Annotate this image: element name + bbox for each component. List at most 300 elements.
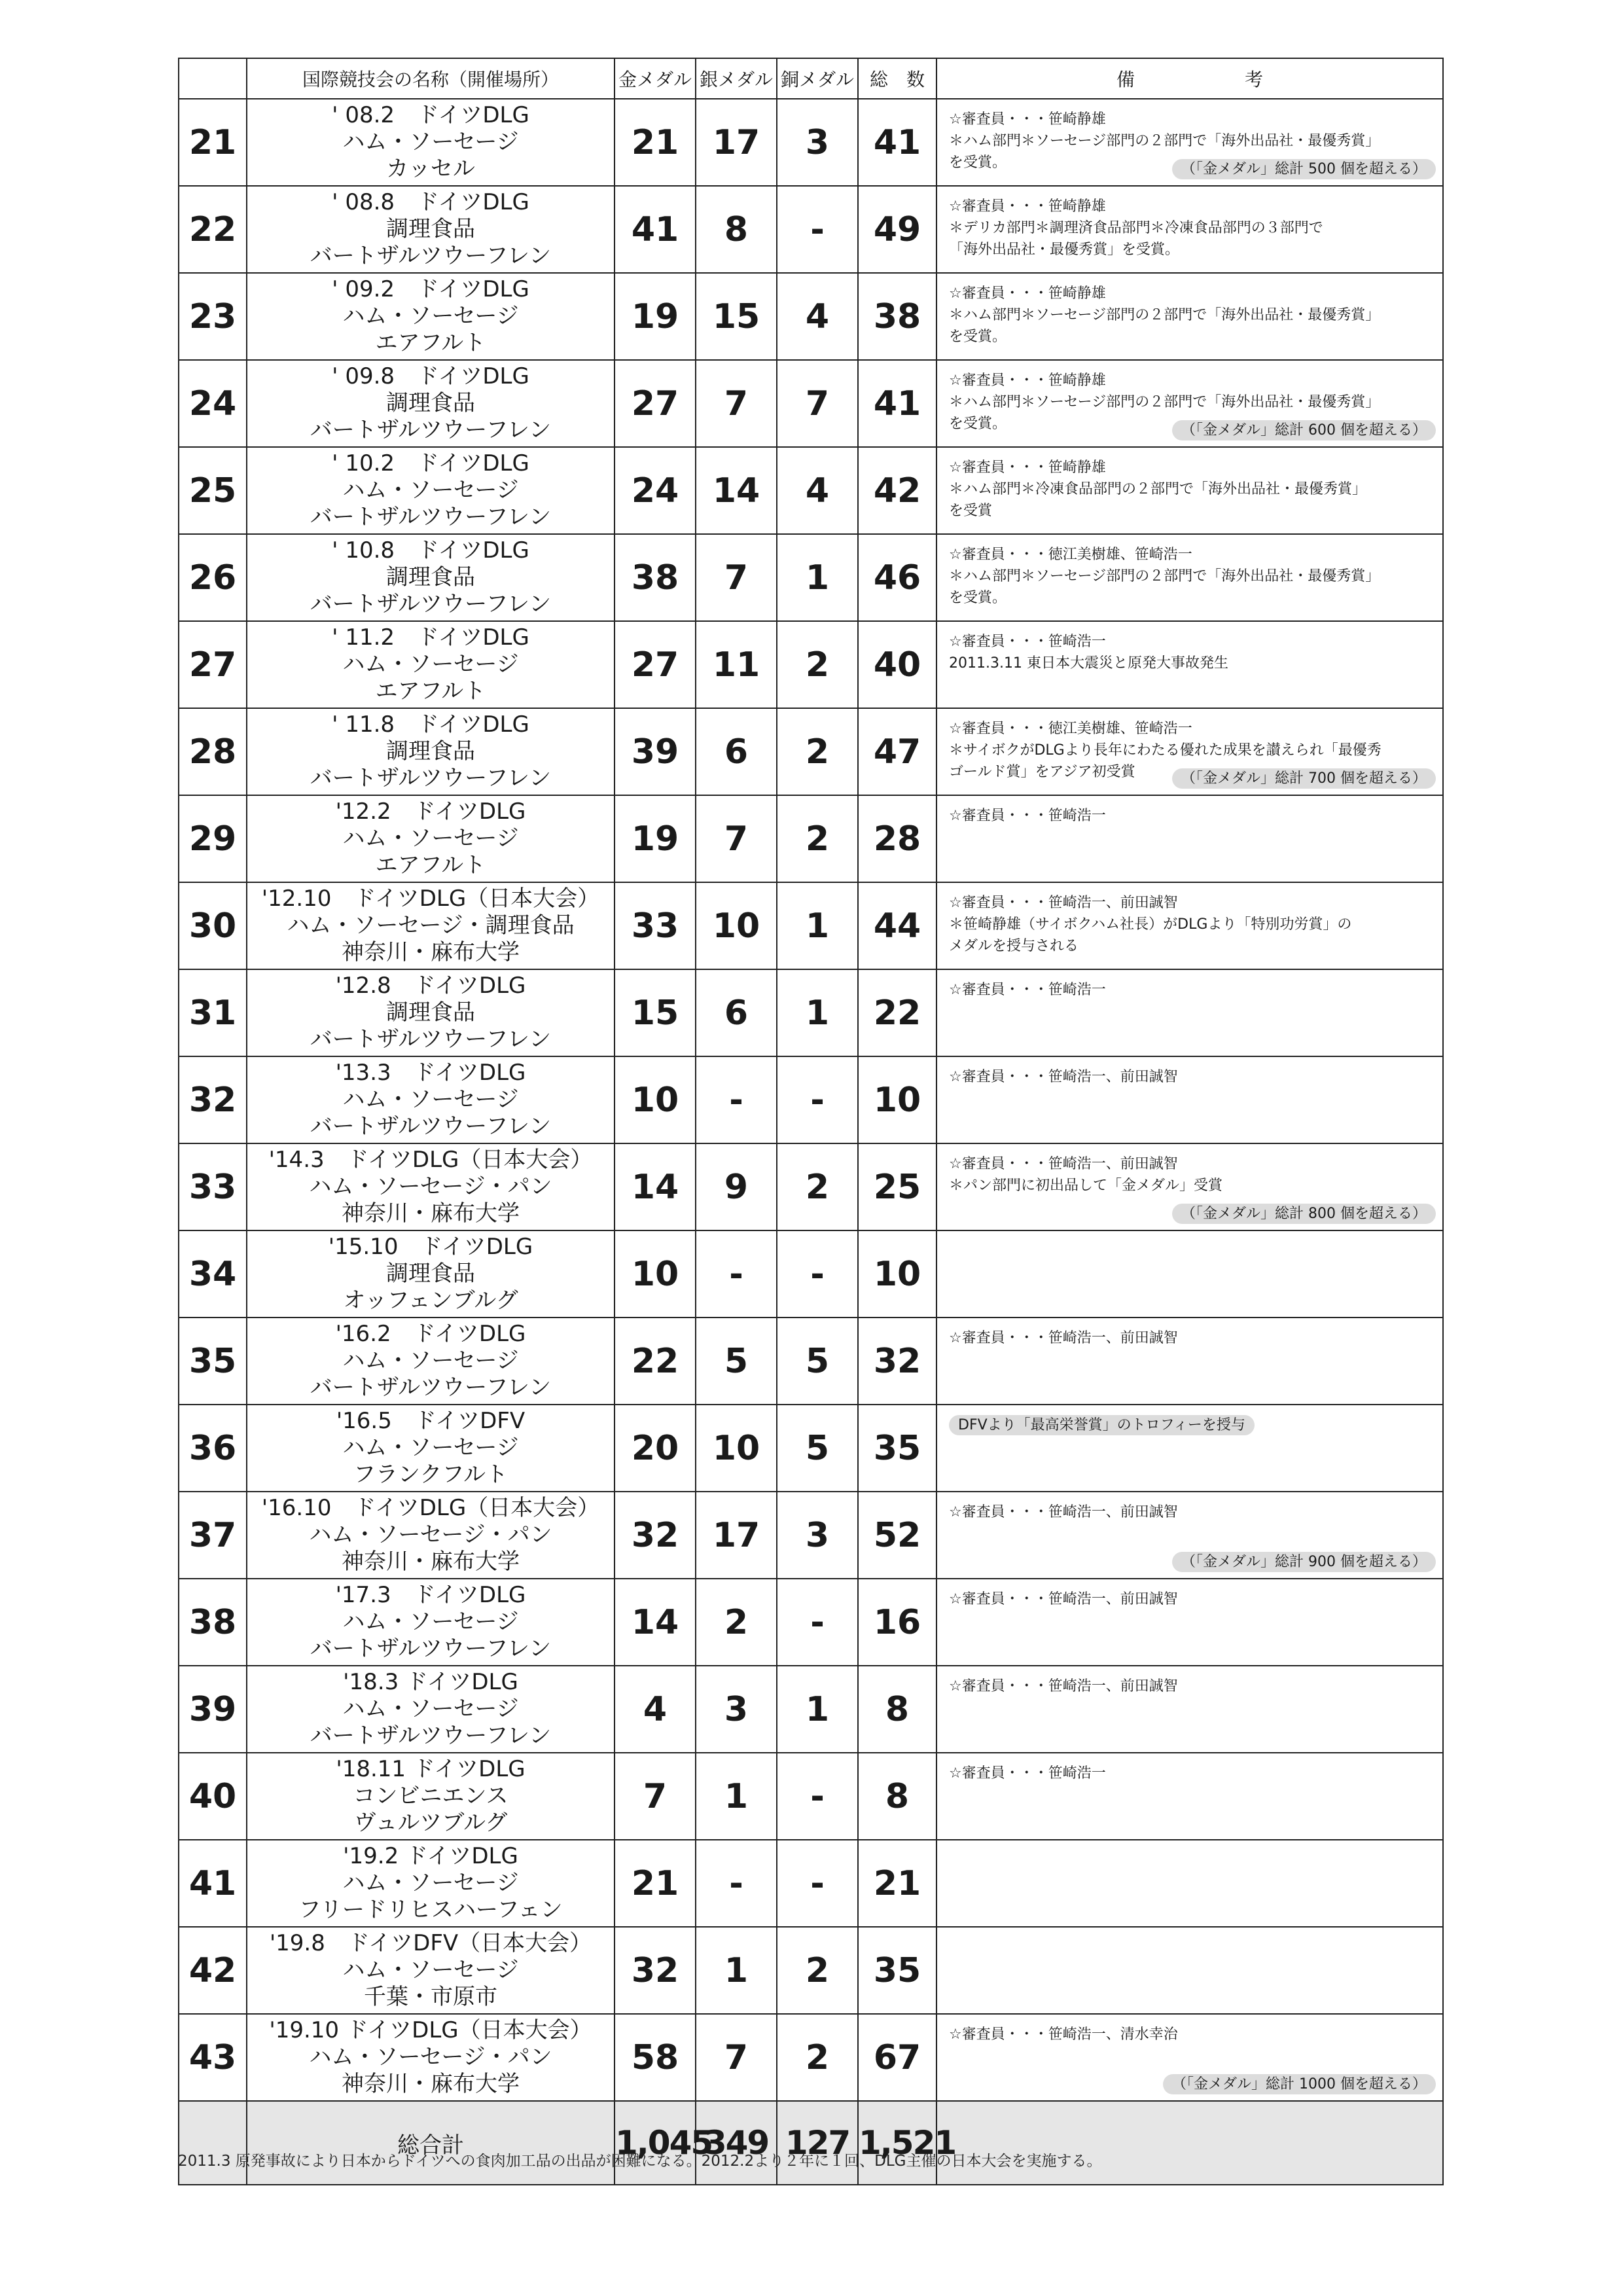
bronze-count: 2 (777, 1143, 858, 1230)
bronze-count: 2 (777, 795, 858, 882)
row-number: 23 (179, 273, 247, 360)
row-number: 28 (179, 708, 247, 795)
row-number: 22 (179, 186, 247, 273)
remark-line: ☆審査員・・・笹崎静雄 (949, 372, 1106, 389)
row-number: 26 (179, 534, 247, 621)
bronze-count: 1 (777, 882, 858, 969)
total-count: 41 (858, 360, 936, 447)
row-number: 33 (179, 1143, 247, 1230)
competition-name-line: 神奈川・麻布大学 (342, 1200, 520, 1227)
competition-name-line: ' 08.2 ドイツDLG (332, 102, 529, 128)
silver-count: 9 (696, 1143, 777, 1230)
header-silver: 銀メダル (696, 58, 777, 99)
competition-name-line: ハム・ソーセージ・パン (309, 2044, 552, 2070)
bronze-count: - (777, 1840, 858, 1927)
gold-milestone-badge: （「金メダル」総計 800 個を超える） (1172, 1204, 1436, 1224)
remarks-cell (936, 969, 1443, 1056)
competition-name-line: '18.11 ドイツDLG (336, 1756, 526, 1782)
table-row (179, 1230, 1443, 1318)
bronze-count: 1 (777, 534, 858, 621)
table-row (179, 1840, 1443, 1927)
remark-line: ☆審査員・・・笹崎浩一 (949, 982, 1106, 998)
competition-name-line: 調理食品 (386, 564, 475, 590)
competition-name-line: カッセル (386, 156, 475, 182)
row-number: 25 (179, 447, 247, 534)
table-row (179, 1318, 1443, 1405)
silver-count: 3 (696, 1666, 777, 1753)
competition-name-line: ハム・ソーセージ (342, 1348, 519, 1374)
row-number: 30 (179, 882, 247, 969)
table-row (179, 273, 1443, 360)
total-count: 52 (858, 1492, 936, 1579)
competition-name-line: オッフェンブルグ (343, 1287, 518, 1314)
competition-name (247, 1579, 615, 1666)
competition-name (247, 1666, 615, 1753)
remark-line: ☆審査員・・・笹崎浩一、清水幸治 (949, 2026, 1178, 2043)
remark-line: ☆審査員・・・笹崎静雄 (949, 285, 1106, 302)
gold-count: 22 (615, 1318, 696, 1405)
competition-name-line: ハム・ソーセージ・パン (309, 1174, 552, 1200)
row-number: 42 (179, 1927, 247, 2014)
table-row (179, 2014, 1443, 2101)
competition-name-line: 神奈川・麻布大学 (342, 1549, 520, 1575)
competition-name (247, 1753, 615, 1840)
remark-line: ＊デリカ部門＊調理済食品部門＊冷凍食品部門の３部門で (949, 220, 1323, 236)
table-row (179, 1579, 1443, 1666)
silver-count: 14 (696, 447, 777, 534)
gold-count: 39 (615, 708, 696, 795)
remarks-cell (936, 2014, 1443, 2101)
total-count: 8 (858, 1666, 936, 1753)
remark-line: ☆審査員・・・笹崎浩一、前田誠智 (949, 1330, 1178, 1346)
competition-name-line: 千葉・市原市 (364, 1984, 497, 2010)
competition-name (247, 969, 615, 1056)
remarks-cell (936, 1405, 1443, 1492)
competition-name (247, 186, 615, 273)
remark-line: ＊ハム部門＊ソーセージ部門の２部門で「海外出品社・最優秀賞」 (949, 307, 1380, 323)
table-row (179, 1056, 1443, 1143)
header-remarks: 備 考 (936, 58, 1443, 99)
table-row (179, 621, 1443, 708)
remarks-cell (936, 99, 1443, 186)
silver-count: 6 (696, 708, 777, 795)
total-count: 46 (858, 534, 936, 621)
gold-count: 10 (615, 1230, 696, 1318)
silver-count: 7 (696, 2014, 777, 2101)
row-number: 40 (179, 1753, 247, 1840)
gold-milestone-badge: （「金メダル」総計 1000 個を超える） (1163, 2074, 1436, 2094)
remark-line: ☆審査員・・・徳江美樹雄、笹崎浩一 (949, 721, 1192, 737)
bronze-count: 4 (777, 447, 858, 534)
competition-name-line: '16.10 ドイツDLG（日本大会） (261, 1495, 600, 1521)
header-total: 総 数 (858, 58, 936, 99)
gold-count: 38 (615, 534, 696, 621)
row-number: 21 (179, 99, 247, 186)
competition-name (247, 447, 615, 534)
total-count: 32 (858, 1318, 936, 1405)
header-bronze: 銅メダル (777, 58, 858, 99)
table-row (179, 447, 1443, 534)
remarks-cell (936, 273, 1443, 360)
silver-count: 7 (696, 534, 777, 621)
remark-line: ☆審査員・・・笹崎浩一 (949, 634, 1106, 650)
table-row (179, 1753, 1443, 1840)
remark-line: を受賞。 (949, 154, 1007, 171)
gold-count: 4 (615, 1666, 696, 1753)
total-bronze: 127 (777, 2101, 858, 2185)
competition-name-line: バートザルツウーフレン (310, 1636, 552, 1662)
competition-name-line: '13.3 ドイツDLG (335, 1060, 526, 1086)
total-count: 49 (858, 186, 936, 273)
remark-line: を受賞。 (949, 590, 1007, 606)
competition-name-line: ヴュルツブルグ (353, 1810, 508, 1836)
silver-count: - (696, 1840, 777, 1927)
silver-count: 10 (696, 1405, 777, 1492)
table-row (179, 534, 1443, 621)
competition-name-line: 調理食品 (386, 390, 475, 416)
row-number: 38 (179, 1579, 247, 1666)
competition-name-line: '19.2 ドイツDLG (343, 1843, 518, 1869)
gold-count: 58 (615, 2014, 696, 2101)
silver-count: 6 (696, 969, 777, 1056)
competition-name-line: バートザルツウーフレン (310, 591, 552, 617)
remark-line: ☆審査員・・・笹崎浩一、前田誠智 (949, 1678, 1178, 1695)
silver-count: 7 (696, 360, 777, 447)
competition-name-line: バートザルツウーフレン (310, 1723, 552, 1749)
table-row (179, 1927, 1443, 2014)
total-count: 42 (858, 447, 936, 534)
competition-name (247, 621, 615, 708)
competition-name (247, 882, 615, 969)
row-number: 41 (179, 1840, 247, 1927)
remarks-cell (936, 1927, 1443, 2014)
silver-count: - (696, 1056, 777, 1143)
competition-name-line: 神奈川・麻布大学 (342, 2071, 520, 2097)
remark-line: ＊ハム部門＊ソーセージ部門の２部門で「海外出品社・最優秀賞」 (949, 394, 1380, 410)
row-number: 35 (179, 1318, 247, 1405)
remark-line: ☆審査員・・・笹崎浩一、前田誠智 (949, 1504, 1178, 1520)
competition-name (247, 2014, 615, 2101)
remark-line: ☆審査員・・・笹崎静雄 (949, 198, 1106, 215)
remark-line: ゴールド賞」をアジア初受賞 (949, 764, 1135, 780)
row-number: 32 (179, 1056, 247, 1143)
remarks-cell (936, 1318, 1443, 1405)
gold-count: 27 (615, 360, 696, 447)
table-row (179, 186, 1443, 273)
footnote: 2011.3 原発事故により日本からドイツへの食肉加工品の出品が困難になる。2012.2より２年に１回、DLG主催の日本大会を実施する。 (178, 2153, 1102, 2170)
remarks-cell (936, 882, 1443, 969)
gold-count: 32 (615, 1927, 696, 2014)
remark-line: ☆審査員・・・笹崎静雄 (949, 111, 1106, 128)
gold-count: 20 (615, 1405, 696, 1492)
competition-name-line: 調理食品 (386, 738, 475, 764)
remarks-cell (936, 708, 1443, 795)
total-total: 1,521 (858, 2101, 936, 2185)
silver-count: 5 (696, 1318, 777, 1405)
bronze-count: - (777, 1230, 858, 1318)
remarks-cell (936, 360, 1443, 447)
bronze-count: - (777, 1579, 858, 1666)
gold-count: 24 (615, 447, 696, 534)
competition-name-line: '12.8 ドイツDLG (335, 973, 526, 999)
competition-name-line: バートザルツウーフレン (310, 504, 552, 530)
competition-name-line: バートザルツウーフレン (310, 1113, 552, 1139)
remarks-cell (936, 621, 1443, 708)
bronze-count: 3 (777, 99, 858, 186)
competition-name-line: '12.10 ドイツDLG（日本大会） (261, 886, 600, 912)
competition-name-line: ハム・ソーセージ・パン (309, 1522, 552, 1548)
table-row (179, 99, 1443, 186)
competition-name-line: '16.5 ドイツDFV (336, 1408, 526, 1434)
competition-name (247, 360, 615, 447)
competition-name-line: ' 09.8 ドイツDLG (332, 363, 529, 389)
row-number: 27 (179, 621, 247, 708)
total-count: 8 (858, 1753, 936, 1840)
competition-name-line: ハム・ソーセージ (342, 129, 519, 155)
bronze-count: 2 (777, 2014, 858, 2101)
silver-count: 17 (696, 1492, 777, 1579)
silver-count: - (696, 1230, 777, 1318)
bronze-count: - (777, 1056, 858, 1143)
header-gold: 金メダル (615, 58, 696, 99)
remark-line: ☆審査員・・・笹崎浩一 (949, 1765, 1106, 1782)
bronze-count: 5 (777, 1318, 858, 1405)
table-row (179, 969, 1443, 1056)
competition-name-line: ハム・ソーセージ (342, 303, 519, 329)
competition-name-line: ハム・ソーセージ (342, 825, 519, 852)
silver-count: 15 (696, 273, 777, 360)
competition-name (247, 708, 615, 795)
competition-name (247, 273, 615, 360)
competition-name (247, 1492, 615, 1579)
total-count: 47 (858, 708, 936, 795)
total-silver: 349 (696, 2101, 777, 2185)
competition-name-line: ハム・ソーセージ (342, 1435, 519, 1461)
bronze-count: 3 (777, 1492, 858, 1579)
competition-name (247, 1056, 615, 1143)
gold-count: 21 (615, 1840, 696, 1927)
remark-line: ☆審査員・・・笹崎静雄 (949, 459, 1106, 476)
competition-name-line: バートザルツウーフレン (310, 1374, 552, 1401)
competition-name (247, 795, 615, 882)
competition-name-line: エアフルト (375, 678, 486, 704)
header-name: 国際競技会の名称（開催場所） (247, 58, 615, 99)
competition-name-line: '19.10 ドイツDLG（日本大会） (269, 2017, 592, 2043)
remarks-cell (936, 186, 1443, 273)
row-number: 31 (179, 969, 247, 1056)
remark-line: ＊ハム部門＊冷凍食品部門の２部門で「海外出品社・最優秀賞」 (949, 481, 1367, 497)
competition-name-line: ハム・ソーセージ (342, 1609, 519, 1635)
total-count: 21 (858, 1840, 936, 1927)
remarks-cell (936, 1056, 1443, 1143)
competition-name-line: ハム・ソーセージ・調理食品 (287, 912, 575, 939)
gold-count: 21 (615, 99, 696, 186)
competition-name-line: ' 08.8 ドイツDLG (332, 189, 529, 215)
remark-line: ＊ハム部門＊ソーセージ部門の２部門で「海外出品社・最優秀賞」 (949, 133, 1380, 149)
remarks-cell (936, 1143, 1443, 1230)
table-row (179, 1143, 1443, 1230)
bronze-count: 2 (777, 708, 858, 795)
competition-name-line: ' 11.8 ドイツDLG (332, 711, 529, 738)
remark-line: を受賞。 (949, 329, 1007, 345)
table-row (179, 1492, 1443, 1579)
silver-count: 17 (696, 99, 777, 186)
gold-milestone-badge: （「金メダル」総計 900 個を超える） (1172, 1552, 1436, 1572)
competition-name-line: '14.3 ドイツDLG（日本大会） (268, 1147, 593, 1173)
competition-name-line: 神奈川・麻布大学 (342, 939, 520, 965)
gold-count: 19 (615, 795, 696, 882)
row-number: 36 (179, 1405, 247, 1492)
silver-count: 1 (696, 1753, 777, 1840)
row-number: 39 (179, 1666, 247, 1753)
bronze-count: 4 (777, 273, 858, 360)
total-label: 総合計 (247, 2101, 615, 2185)
remark-line: ☆審査員・・・笹崎浩一、前田誠智 (949, 895, 1178, 911)
remark-line: ☆審査員・・・笹崎浩一、前田誠智 (949, 1156, 1178, 1172)
row-number: 29 (179, 795, 247, 882)
remark-line: を受賞。 (949, 416, 1007, 432)
competition-name-line: バートザルツウーフレン (310, 417, 552, 443)
competition-name-line: ' 09.2 ドイツDLG (332, 276, 529, 302)
silver-count: 11 (696, 621, 777, 708)
total-count: 40 (858, 621, 936, 708)
gold-count: 19 (615, 273, 696, 360)
gold-milestone-badge: （「金メダル」総計 600 個を超える） (1172, 420, 1436, 440)
gold-count: 32 (615, 1492, 696, 1579)
competition-name-line: ハム・ソーセージ (342, 1086, 519, 1113)
remark-line: ＊ハム部門＊ソーセージ部門の２部門で「海外出品社・最優秀賞」 (949, 568, 1380, 584)
total-remarks (936, 2101, 1443, 2185)
competition-name (247, 1840, 615, 1927)
competition-name-line: コンビニエンス (353, 1783, 508, 1809)
gold-count: 7 (615, 1753, 696, 1840)
total-count: 25 (858, 1143, 936, 1230)
remark-line: 「海外出品社・最優秀賞」を受賞。 (949, 242, 1180, 258)
competition-name-line: 調理食品 (386, 216, 475, 242)
total-count: 41 (858, 99, 936, 186)
row-number: 43 (179, 2014, 247, 2101)
bronze-count: - (777, 1753, 858, 1840)
competition-name-line: ' 10.2 ドイツDLG (332, 450, 529, 476)
total-count: 10 (858, 1056, 936, 1143)
remark-line: ＊サイボクがDLGより長年にわたる優れた成果を讃えられ「最優秀 (949, 742, 1382, 759)
silver-count: 8 (696, 186, 777, 273)
bronze-count: 2 (777, 1927, 858, 2014)
competition-name-line: バートザルツウーフレン (310, 765, 552, 791)
competition-name-line: '15.10 ドイツDLG (328, 1234, 533, 1260)
remark-line: を受賞 (949, 503, 993, 519)
remark-line: ☆審査員・・・徳江美樹雄、笹崎浩一 (949, 547, 1192, 563)
remarks-cell (936, 1230, 1443, 1318)
competition-name (247, 1230, 615, 1318)
remarks-cell (936, 1753, 1443, 1840)
row-number: 24 (179, 360, 247, 447)
gold-count: 14 (615, 1143, 696, 1230)
gold-count: 15 (615, 969, 696, 1056)
table-row (179, 795, 1443, 882)
competition-name-line: ハム・ソーセージ (342, 1870, 519, 1896)
table-row (179, 882, 1443, 969)
gold-count: 33 (615, 882, 696, 969)
remarks-cell (936, 795, 1443, 882)
competition-name-line: '19.8 ドイツDFV（日本大会） (269, 1930, 592, 1956)
competition-name-line: '18.3 ドイツDLG (343, 1669, 518, 1695)
total-count: 35 (858, 1927, 936, 2014)
competition-name-line: エアフルト (375, 330, 486, 356)
header-no (179, 58, 247, 99)
remark-line: メダルを授与される (949, 938, 1079, 954)
table-row (179, 1666, 1443, 1753)
total-no (179, 2101, 247, 2185)
competition-name-line: バートザルツウーフレン (310, 1026, 552, 1052)
gold-milestone-badge: （「金メダル」総計 500 個を超える） (1172, 159, 1436, 179)
competition-name (247, 1318, 615, 1405)
total-count: 38 (858, 273, 936, 360)
gold-count: 27 (615, 621, 696, 708)
row-number: 37 (179, 1492, 247, 1579)
competition-name (247, 534, 615, 621)
competition-name-line: '16.2 ドイツDLG (335, 1321, 526, 1347)
remark-line: ☆審査員・・・笹崎浩一 (949, 808, 1106, 824)
gold-count: 10 (615, 1056, 696, 1143)
bronze-count: 7 (777, 360, 858, 447)
medal-table (178, 58, 1444, 2185)
total-count: 67 (858, 2014, 936, 2101)
header-row (179, 58, 1443, 99)
gold-count: 41 (615, 186, 696, 273)
competition-name (247, 1927, 615, 2014)
competition-name-line: バートザルツウーフレン (310, 243, 552, 269)
competition-name-line: ' 11.2 ドイツDLG (332, 624, 529, 651)
total-gold: 1,045 (615, 2101, 696, 2185)
remarks-cell (936, 1579, 1443, 1666)
bronze-count: 2 (777, 621, 858, 708)
remark-line: ＊笹崎静雄（サイボクハム社長）がDLGより「特別功労賞」の (949, 916, 1352, 933)
total-count: 28 (858, 795, 936, 882)
total-count: 44 (858, 882, 936, 969)
total-count: 35 (858, 1405, 936, 1492)
competition-name-line: 調理食品 (386, 1261, 475, 1287)
remark-line: 2011.3.11 東日本大震災と原発大事故発生 (949, 655, 1228, 672)
competition-name-line: フリードリヒスハーフェン (298, 1897, 563, 1923)
table-row (179, 708, 1443, 795)
table-row (179, 1405, 1443, 1492)
bronze-count: 1 (777, 1666, 858, 1753)
remarks-cell (936, 1492, 1443, 1579)
competition-name-line: ハム・ソーセージ (342, 651, 519, 677)
total-row (179, 2101, 1443, 2185)
row-number: 34 (179, 1230, 247, 1318)
competition-name (247, 1405, 615, 1492)
total-count: 16 (858, 1579, 936, 1666)
competition-name-line: ハム・ソーセージ (342, 1957, 519, 1983)
remarks-cell (936, 1840, 1443, 1927)
competition-name (247, 99, 615, 186)
gold-count: 14 (615, 1579, 696, 1666)
silver-count: 7 (696, 795, 777, 882)
silver-count: 2 (696, 1579, 777, 1666)
competition-name (247, 1143, 615, 1230)
table-row (179, 360, 1443, 447)
competition-name-line: ' 10.8 ドイツDLG (332, 537, 529, 564)
silver-count: 1 (696, 1927, 777, 2014)
remark-line: ☆審査員・・・笹崎浩一、前田誠智 (949, 1591, 1178, 1607)
competition-name-line: '12.2 ドイツDLG (335, 798, 526, 825)
bronze-count: - (777, 186, 858, 273)
total-count: 10 (858, 1230, 936, 1318)
remark-line: ☆審査員・・・笹崎浩一、前田誠智 (949, 1069, 1178, 1085)
total-count: 22 (858, 969, 936, 1056)
